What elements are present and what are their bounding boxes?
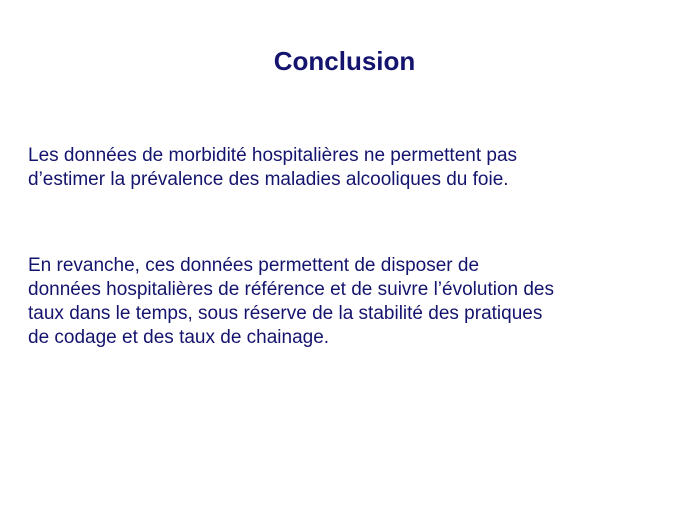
paragraph-line: Les données de morbidité hospitalières ne permettent pas: [28, 145, 518, 166]
slide-title: Conclusion: [273, 46, 416, 76]
paragraph-line: taux dans le temps, sous réserve de la stabilité des pratiques: [28, 303, 543, 324]
paragraph-line: de codage et des taux de chainage.: [28, 327, 330, 348]
paragraph-line: données hospitalières de référence et de suivre l’évolution des: [28, 279, 554, 300]
paragraph-line: d’estimer la prévalence des maladies alcooliques du foie.: [28, 169, 509, 190]
paragraph-line: En revanche, ces données permettent de disposer de: [28, 255, 480, 276]
paragraph-morbidity: [28, 144, 673, 192]
paragraph-hospital-data: [28, 254, 673, 350]
